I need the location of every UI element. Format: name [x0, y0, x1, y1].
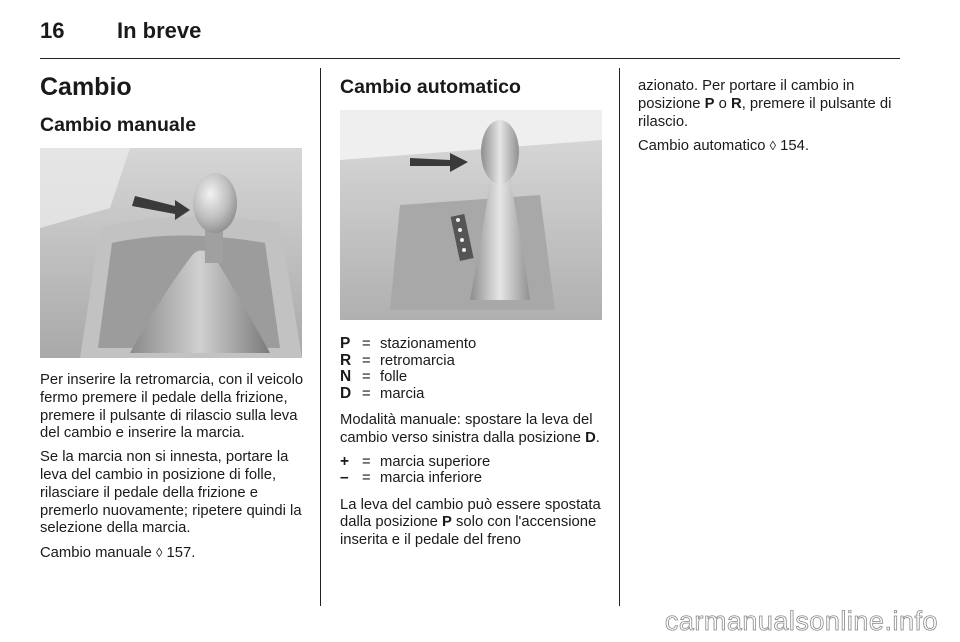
- right-column: [638, 78, 903, 162]
- manual-gearbox-page-link[interactable]: 157.: [166, 545, 196, 562]
- continuation-paragraph: azionato. Per portare il cambio in posizione P o R, premere il pulsante di rilascio.: [638, 78, 892, 130]
- release-paragraph: La leva del cambio può essere spostata dalla posizione P solo con l'accensione inserita e il pedale del freno: [340, 496, 601, 549]
- manual-gear-lever-image: [40, 148, 302, 358]
- automatic-gearbox-heading: Cambio automatico: [340, 76, 521, 98]
- automatic-gear-lever-image: [340, 110, 602, 320]
- position-row: N = folle: [340, 368, 408, 385]
- reference-arrow-icon: ◊: [155, 545, 163, 561]
- header-rule: [40, 58, 900, 59]
- section-heading: Cambio: [40, 73, 132, 101]
- gear-not-engaging-paragraph: Se la marcia non si innesta, portare la leva del cambio in posizione di folle, rilasciare il pedale della frizione e premerlo nuovamente; ripetere quindi la selezione della marcia.: [40, 449, 302, 537]
- manual-mode-paragraph: Modalità manuale: spostare la leva del cambio verso sinistra dalla posizione D.: [340, 412, 600, 446]
- reverse-gear-paragraph: Per inserire la retromarcia, con il veicolo fermo premere il pedale della frizione, premere il pulsante di rilascio sulla leva del cambio e inserire la marcia.: [40, 372, 304, 442]
- middle-column: [340, 70, 602, 556]
- manual-keys-list: [340, 454, 602, 487]
- position-row: R = retromarcia: [340, 351, 455, 369]
- left-column: [40, 70, 304, 569]
- page-number: 16: [40, 18, 65, 43]
- position-row: P = stazionamento: [340, 335, 477, 352]
- reference-arrow-icon: ◊: [769, 138, 777, 154]
- column-divider-1: [320, 68, 321, 606]
- column-divider-2: [619, 68, 620, 606]
- position-row: D = marcia: [340, 384, 425, 402]
- gear-positions-list: [340, 336, 602, 402]
- page-header-title: In breve: [117, 18, 202, 43]
- manual-key-row: + = marcia superiore: [340, 452, 491, 470]
- automatic-gearbox-page-link[interactable]: 154.: [780, 138, 809, 155]
- plus-icon: +: [340, 452, 350, 470]
- manual-key-row: – = marcia inferiore: [340, 469, 482, 487]
- automatic-gearbox-reference: Cambio automatico ◊ 154.: [638, 138, 809, 155]
- manual-gearbox-reference: Cambio manuale ◊ 157.: [40, 545, 196, 562]
- manual-gearbox-heading: Cambio manuale: [40, 114, 197, 136]
- minus-icon: –: [340, 469, 349, 487]
- watermark: carmanualsonline.info: [664, 606, 938, 636]
